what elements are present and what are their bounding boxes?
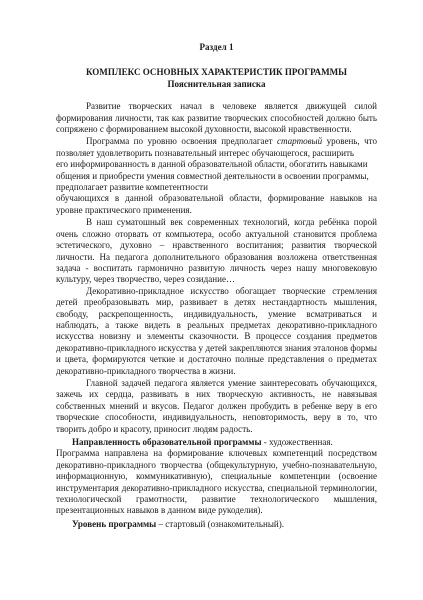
section-heading: Раздел 1 (199, 42, 234, 52)
paragraph-program-level (56, 136, 377, 159)
level-value: – стартовый (ознакомительный). (158, 518, 285, 529)
program-level-text-before: Программа по уровню освоения предполагает (86, 136, 273, 147)
orientation-value: - художественная. (263, 437, 333, 447)
paragraph-program-level-end: обучающихся в данной образовательной области, формирование навыков на уровне практического применения. (56, 193, 377, 215)
paragraph-program-level-type (56, 519, 377, 530)
program-level-italic: стартовый (276, 136, 323, 147)
paragraph-creative-development: Развитие творческих начал в человеке является движущей силой формирования личности, так как развитие творческих способностей должно быть сопряжено с формированием высокой духовности, высокой нравственности. (56, 101, 377, 135)
paragraph-decorative-art: Декоративно-прикладное искусство обогащает творческие стремления детей преобразовывать мир, развивает в детях нестандартность мышления, свободу, раскрепощенность, индивидуальность, умение всматриваться и наблюдать, а также видеть в реальных предметах декоративно-прикладного искусства новизну и элементы сказочности. В процессе создания предметов декоративно-прикладного искусства у детей закрепляются знания эталонов формы и цвета, формируются четкие и достаточно полные представления о предметах декоративно-прикладного творчества в жизни. (56, 285, 377, 376)
paragraph-program-level-continued: его информированность в данной образовательной области, обогатить навыками общения и приобрести умения совместной деятельности в освоении программы, предполагает развитие компетентности (56, 159, 369, 193)
level-label: Уровень программы (72, 518, 157, 529)
program-title: КОМПЛЕКС ОСНОВНЫХ ХАРАКТЕРИСТИК ПРОГРАММЫ (85, 67, 348, 78)
paragraph-orientation (56, 437, 377, 448)
paragraph-teacher-task: Главной задачей педагога является умение заинтересовать обучающихся, зажечь их сердца, развивать в них творческую активность, не навязывая собственных мнений и вкусов. Педагог должен пробудить в ребенке веру в его творческие способности, индивидуальность, неповторимость, веру в то, что творить добро и красоту, приносит людям радость. (56, 377, 377, 434)
orientation-label: Направленность образовательной программы (72, 437, 262, 447)
explanatory-note-title: Пояснительная записка (167, 78, 266, 89)
paragraph-competencies: Программа направлена на формирование ключевых компетенций посредством декоративно-прикладного творчества (общекультурную, учебно-познавательную, информационную, коммуникативную), специальные компетенции (освоение инструментария декоративно-прикладного искусства, специальной терминологии, технологической грамотности, развитие технологического мышления, презентационных навыков в данном виде рукоделия). (56, 448, 377, 516)
program-level-text-after: уровень, что позволяет удовлетворить познавательный интерес обучающегося, расширить (56, 136, 378, 158)
paragraph-modern-age: В наш суматошный век современных технологий, когда ребёнка порой очень сложно оторвать от компьютера, особо актуальной становится проблема эстетического, духовно – нравственного воспитания; развития творческой личности. На педагога дополнительного образования возложена ответственная задача - воспитать гармонично развитую личность через нашу многовековую культуру, через творчество, через созидание… (56, 217, 377, 285)
